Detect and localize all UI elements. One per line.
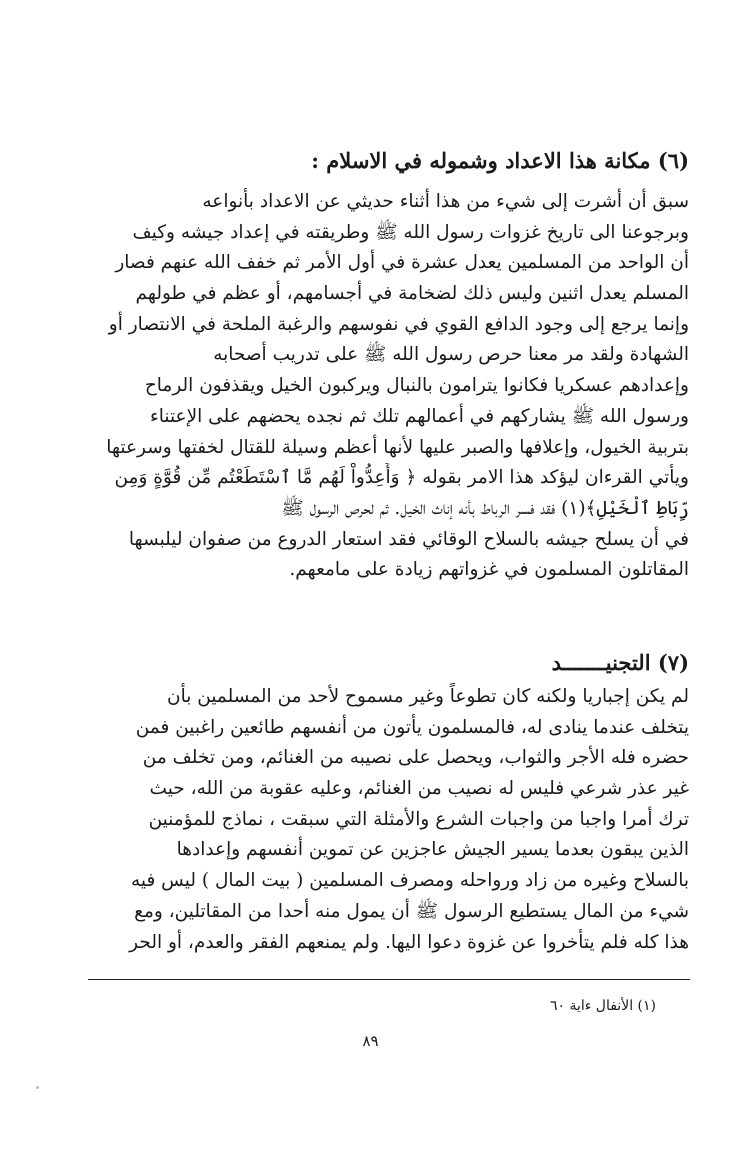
text-line: سبق أن أشرت إلى شيء من هذا أثناء حديثي عن الاعداد بأنواعه: [202, 191, 689, 212]
scan-speck: [36, 1086, 39, 1089]
text-line: ورسول الله ﷺ يشاركهم في أعمالهم تلك ثم نجده يحضهم على الإعتناء: [150, 405, 689, 427]
section-heading-7: (٧) التجنيـــــــد: [551, 650, 689, 675]
text-line: الشهادة ولقد مر معنا حرص رسول الله ﷺ على تدريب أصحابه: [213, 344, 689, 366]
section-7-paragraph: [47, 682, 689, 958]
text-line: ترك أمرا واجبا من واجبات الشرع والأمثلة التي سبقت ، نماذج للمؤمنين: [148, 808, 689, 830]
text-line: بتربية الخيول، وإعلافها والصبر عليها لأنها أعظم وسيلة للقتال لخفتها وسرعتها: [106, 436, 689, 458]
page-number: ٨٩: [362, 1032, 379, 1050]
text-line: لم يكن إجباريا ولكنه كان تطوعاً وغير مسموح لأحد من المسلمين بأن: [166, 686, 689, 707]
text-line: هذا كله فلم يتأخروا عن غزوة دعوا اليها. ولم يمنعهم الفقر والعدم، أو الحر: [129, 931, 689, 953]
footnote-divider: [88, 979, 690, 980]
quran-verse-line: رِّبَاطِ ٱلْخَيْلِ﴾(١) فقد فسر الرباط بأنه إناث الخيل. ثم لحرص الرسول ﷺ: [281, 497, 689, 519]
text-line: المسلم يعدل اثنين وليس ذلك لضخامة في أجسامهم، أو عظم في طولهم: [135, 283, 689, 305]
text-line: شيء من المال يستطيع الرسول ﷺ أن يمول منه أحدا من المقاتلين، ومع: [134, 900, 689, 922]
text-line: المقاتلون المسلمون في غزواتهم زيادة على مامعهم.: [289, 559, 689, 581]
footnote: (١) الأنفال ءاية ٦٠: [549, 998, 656, 1014]
section-heading-6: (٦) مكانة هذا الاعداد وشموله في الاسلام :: [311, 148, 689, 173]
text-line: وبرجوعنا الى تاريخ غزوات رسول الله ﷺ وطريقته في إعداد جيشه وكيف: [132, 221, 689, 243]
text-line: بالسلاح وغيره من زاد ورواحله ومصرف المسلمين ( بيت المال ) ليس فيه: [130, 870, 689, 892]
text-line: في أن يسلح جيشه بالسلاح الوقائي فقد استعار الدروع من صفوان ليلبسها: [128, 528, 689, 550]
text-line: أن الواحد من المسلمين يعدل عشرة في أول الأمر ثم خفف الله عنهم فصار: [115, 252, 689, 274]
section-6-paragraph: [47, 187, 689, 586]
quran-verse-line: ويأتي القرءان ليؤكد هذا الامر بقوله ﴿ وَأَعِدُّواْ لَهُم مَّا ٱسْتَطَعْتُم مِّن قُوَّةٍ وَمِن: [114, 467, 689, 489]
text-line: وإنما يرجع إلى وجود الدافع القوي في نفوسهم والرغبة الملحة في الانتصار أو: [108, 313, 689, 335]
text-line: غير عذر شرعي فليس له نصيب من الغنائم، وعليه عقوبة من الله، حيث: [149, 778, 689, 800]
text-line: الذين يبقون بعدما يسير الجيش عاجزين عن تموين أنفسهم وإعدادها: [176, 839, 689, 861]
text-line: وإعدادهم عسكريا فكانوا يترامون بالنبال ويركبون الخيل ويقذفون الرماح: [144, 375, 689, 397]
text-line: حضره فله الأجر والثواب، ويحصل على نصيبه من الغنائم، ومن تخلف من: [142, 747, 689, 769]
text-line: يتخلف عندما ينادى له، فالمسلمون يأتون من أنفسهم طائعين راغبين فمن: [135, 716, 689, 738]
